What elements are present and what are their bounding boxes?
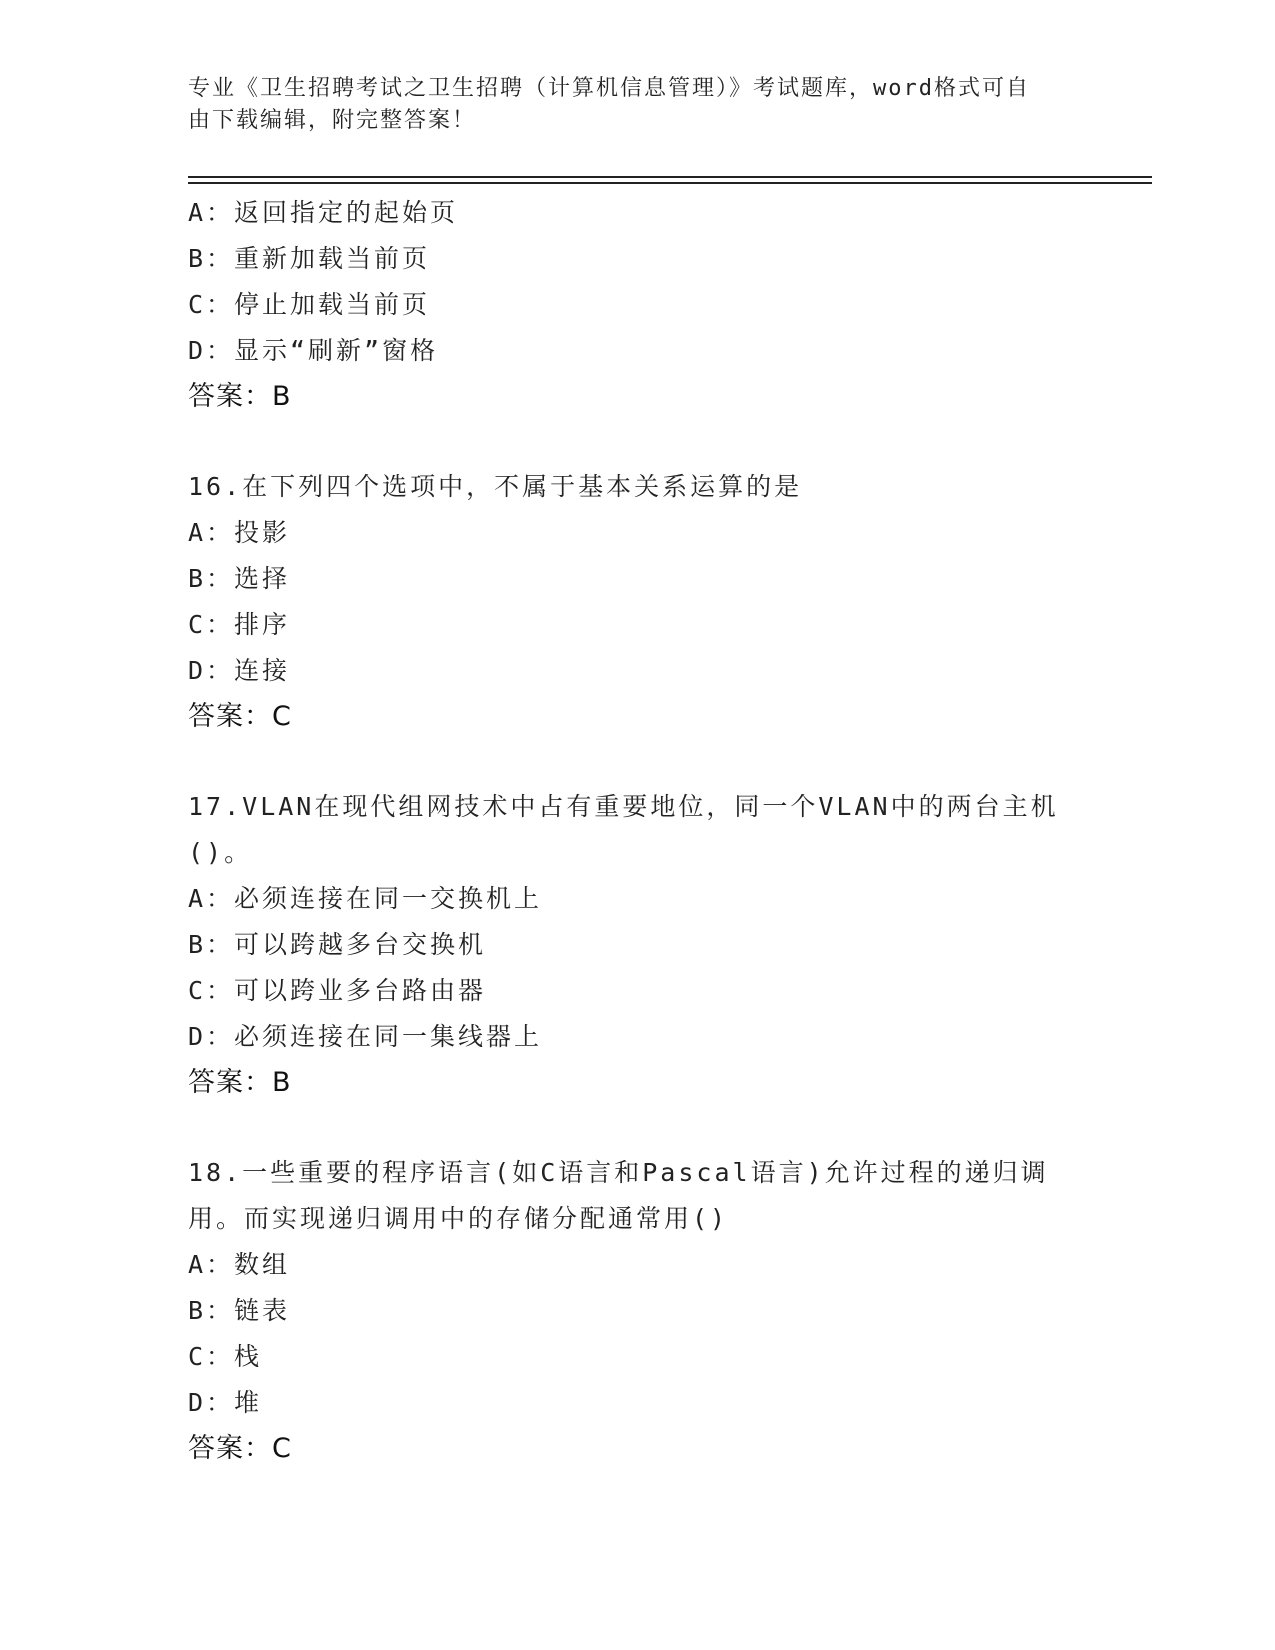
option-text: 投影: [234, 518, 291, 547]
header-line-2: 由下载编辑，附完整答案！: [188, 108, 477, 133]
option-text: 停止加载当前页: [234, 290, 431, 319]
question-18: [188, 1150, 1088, 1472]
option-b: [188, 1288, 1088, 1334]
question-text: 16.在下列四个选项中，不属于基本关系运算的是: [188, 472, 803, 501]
option-text: 可以跨越多台交换机: [234, 930, 487, 959]
option-letter: C：: [188, 1342, 235, 1371]
option-letter: D：: [188, 1022, 235, 1051]
question-text-line-1: 17.VLAN在现代组网技术中占有重要地位，同一个VLAN中的两台主机: [188, 792, 1059, 821]
question-text-line-2: 用。而实现递归调用中的存储分配通常用(): [188, 1204, 729, 1233]
option-d: [188, 1014, 1088, 1060]
header-divider-bottom: [188, 182, 1152, 184]
header-line-1: 专业《卫生招聘考试之卫生招聘（计算机信息管理）》考试题库，word格式可自: [188, 76, 1030, 101]
option-letter: A：: [188, 884, 235, 913]
option-text: 连接: [234, 656, 291, 685]
question-16: [188, 464, 1088, 740]
answer-label: 答案：C: [188, 701, 292, 732]
option-text: 可以跨业多台路由器: [234, 976, 487, 1005]
option-a: [188, 1242, 1088, 1288]
option-text: 选择: [234, 564, 291, 593]
answer-label: 答案：C: [188, 1433, 292, 1464]
option-letter: C：: [188, 610, 235, 639]
spacer: [188, 1106, 1088, 1150]
answer-label: 答案：B: [188, 381, 292, 412]
option-d: [188, 648, 1088, 694]
option-letter: A：: [188, 1250, 235, 1279]
spacer: [188, 740, 1088, 784]
option-text: 数组: [234, 1250, 291, 1279]
option-text: 堆: [234, 1388, 263, 1417]
option-letter: B：: [188, 1296, 235, 1325]
option-b: [188, 922, 1088, 968]
option-text: 链表: [234, 1296, 291, 1325]
option-letter: B：: [188, 244, 235, 273]
option-text: 显示“刷新”窗格: [234, 336, 439, 365]
option-c: [188, 282, 1088, 328]
option-c: [188, 1334, 1088, 1380]
header-divider-top: [188, 176, 1152, 178]
option-d: [188, 1380, 1088, 1426]
question-text-line-1: 18.一些重要的程序语言(如C语言和Pascal语言)允许过程的递归调: [188, 1158, 1049, 1187]
option-a: [188, 876, 1088, 922]
option-text: 排序: [234, 610, 291, 639]
option-b: [188, 556, 1088, 602]
option-letter: D：: [188, 336, 235, 365]
option-letter: A：: [188, 518, 235, 547]
option-a: [188, 510, 1088, 556]
option-letter: C：: [188, 976, 235, 1005]
document-header: [188, 73, 1068, 137]
option-text: 栈: [234, 1342, 263, 1371]
question-text-line-2: ()。: [188, 838, 253, 867]
option-d: [188, 328, 1088, 374]
option-a: [188, 190, 1088, 236]
option-letter: D：: [188, 656, 235, 685]
question-17: [188, 784, 1088, 1106]
option-c: [188, 968, 1088, 1014]
option-letter: B：: [188, 930, 235, 959]
option-letter: D：: [188, 1388, 235, 1417]
option-letter: B：: [188, 564, 235, 593]
option-text: 必须连接在同一交换机上: [234, 884, 543, 913]
question-list: [188, 190, 1088, 1472]
question-15: [188, 190, 1088, 420]
option-c: [188, 602, 1088, 648]
option-letter: A：: [188, 198, 235, 227]
option-text: 重新加载当前页: [234, 244, 431, 273]
option-text: 返回指定的起始页: [234, 198, 459, 227]
answer-label: 答案：B: [188, 1067, 292, 1098]
option-letter: C：: [188, 290, 235, 319]
option-b: [188, 236, 1088, 282]
spacer: [188, 420, 1088, 464]
option-text: 必须连接在同一集线器上: [234, 1022, 543, 1051]
